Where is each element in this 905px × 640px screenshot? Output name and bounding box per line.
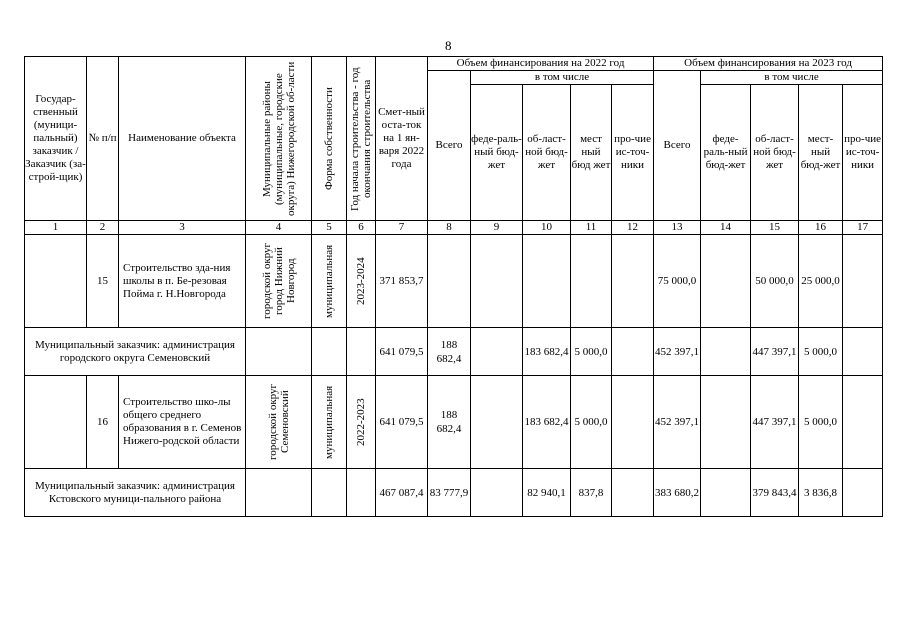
column-number: 7 bbox=[376, 221, 428, 235]
header-federal-2022: феде-раль-ный бюд-жет bbox=[471, 85, 523, 221]
header-customer: Государ-ственный (муници-пальный) заказчик / Заказчик (за-строй-щик) bbox=[25, 57, 87, 221]
cell-total-2023: 75 000,0 bbox=[654, 235, 701, 328]
cell-years bbox=[347, 469, 376, 517]
header-local-2023: мест-ный бюд-жет bbox=[799, 85, 843, 221]
header-estimated-balance: Смет-ный оста-ток на 1 ян-варя 2022 года bbox=[376, 57, 428, 221]
header-regional-2022: об-ласт-ной бюд-жет bbox=[523, 85, 571, 221]
column-number: 17 bbox=[843, 221, 883, 235]
cell-object-name: Строительство зда-ния школы в п. Бе-резовая Пойма г. Н.Новгорода bbox=[119, 235, 246, 328]
cell-district bbox=[246, 328, 312, 376]
header-including-2022: в том числе bbox=[471, 71, 654, 85]
column-number: 9 bbox=[471, 221, 523, 235]
cell-district: городской округ город Нижний Новгород bbox=[246, 235, 312, 328]
cell-other-2023 bbox=[843, 235, 883, 328]
column-number: 15 bbox=[751, 221, 799, 235]
header-ownership: Форма собственности bbox=[312, 57, 347, 221]
cell-local-2023: 25 000,0 bbox=[799, 235, 843, 328]
cell-customer-summary: Муниципальный заказчик: администрация Кстовского муници-пального района bbox=[25, 469, 246, 517]
cell-other-2022 bbox=[612, 235, 654, 328]
cell-local-2023: 5 000,0 bbox=[799, 328, 843, 376]
cell-regional-2022 bbox=[523, 235, 571, 328]
column-number: 6 bbox=[347, 221, 376, 235]
column-number: 4 bbox=[246, 221, 312, 235]
column-number: 1 bbox=[25, 221, 87, 235]
cell-other-2022 bbox=[612, 469, 654, 517]
header-including-2023: в том числе bbox=[701, 71, 883, 85]
cell-no: 15 bbox=[87, 235, 119, 328]
cell-local-2023: 5 000,0 bbox=[799, 376, 843, 469]
cell-regional-2023: 50 000,0 bbox=[751, 235, 799, 328]
cell-other-2022 bbox=[612, 328, 654, 376]
cell-ownership: муниципальная bbox=[312, 376, 347, 469]
cell-district: городской округ Семеновский bbox=[246, 376, 312, 469]
cell-customer bbox=[25, 235, 87, 328]
column-numbers-row bbox=[25, 221, 883, 235]
header-object-name: Наименование объекта bbox=[119, 57, 246, 221]
cell-federal-2022 bbox=[471, 376, 523, 469]
cell-years: 2022-2023 bbox=[347, 376, 376, 469]
cell-regional-2022: 183 682,4 bbox=[523, 328, 571, 376]
header-funding-2023: Объем финансирования на 2023 год bbox=[654, 57, 883, 71]
column-number: 10 bbox=[523, 221, 571, 235]
funding-table bbox=[24, 56, 883, 517]
cell-local-2022: 5 000,0 bbox=[571, 328, 612, 376]
cell-federal-2022 bbox=[471, 469, 523, 517]
cell-object-name: Строительство шко-лы общего среднего образования в г. Семенов Нижего-родской области bbox=[119, 376, 246, 469]
table-row-customer-kstovsky bbox=[25, 469, 883, 517]
cell-years: 2023-2024 bbox=[347, 235, 376, 328]
column-number: 14 bbox=[701, 221, 751, 235]
header-funding-2022: Объем финансирования на 2022 год bbox=[428, 57, 654, 71]
cell-other-2022 bbox=[612, 376, 654, 469]
cell-regional-2022: 82 940,1 bbox=[523, 469, 571, 517]
cell-customer bbox=[25, 376, 87, 469]
cell-total-2023: 383 680,2 bbox=[654, 469, 701, 517]
cell-federal-2023 bbox=[701, 469, 751, 517]
cell-no: 16 bbox=[87, 376, 119, 469]
column-number: 8 bbox=[428, 221, 471, 235]
cell-regional-2023: 447 397,1 bbox=[751, 328, 799, 376]
header-total-2022: Всего bbox=[428, 71, 471, 221]
header-districts: Муниципальные районы (муниципальные, городские округа) Нижегородской об-ласти bbox=[246, 57, 312, 221]
column-number: 2 bbox=[87, 221, 119, 235]
table-row-customer-semenovsky bbox=[25, 328, 883, 376]
header-years: Год начала строительства - год окончания строительства bbox=[347, 57, 376, 221]
cell-total-2022 bbox=[428, 235, 471, 328]
header-no: № п/п bbox=[87, 57, 119, 221]
cell-balance: 641 079,5 bbox=[376, 328, 428, 376]
column-number: 12 bbox=[612, 221, 654, 235]
cell-regional-2023: 447 397,1 bbox=[751, 376, 799, 469]
header-regional-2023: об-ласт-ной бюд-жет bbox=[751, 85, 799, 221]
table-row-object-15 bbox=[25, 235, 883, 328]
cell-customer-summary: Муниципальный заказчик: администрация городского округа Семеновский bbox=[25, 328, 246, 376]
cell-local-2023: 3 836,8 bbox=[799, 469, 843, 517]
column-number: 3 bbox=[119, 221, 246, 235]
cell-district bbox=[246, 469, 312, 517]
cell-balance: 467 087,4 bbox=[376, 469, 428, 517]
cell-federal-2023 bbox=[701, 235, 751, 328]
cell-local-2022: 837,8 bbox=[571, 469, 612, 517]
cell-other-2023 bbox=[843, 376, 883, 469]
table-row-object-16 bbox=[25, 376, 883, 469]
page-number: 8 bbox=[445, 38, 452, 53]
cell-total-2023: 452 397,1 bbox=[654, 376, 701, 469]
header-federal-2023: феде-раль-ный бюд-жет bbox=[701, 85, 751, 221]
cell-total-2022: 83 777,9 bbox=[428, 469, 471, 517]
cell-federal-2022 bbox=[471, 235, 523, 328]
cell-ownership: муниципальная bbox=[312, 235, 347, 328]
cell-balance: 641 079,5 bbox=[376, 376, 428, 469]
column-number: 13 bbox=[654, 221, 701, 235]
cell-total-2023: 452 397,1 bbox=[654, 328, 701, 376]
cell-federal-2023 bbox=[701, 376, 751, 469]
cell-federal-2023 bbox=[701, 328, 751, 376]
header-other-2023: про-чие ис-точ-ники bbox=[843, 85, 883, 221]
cell-total-2022: 188 682,4 bbox=[428, 376, 471, 469]
cell-local-2022: 5 000,0 bbox=[571, 376, 612, 469]
cell-regional-2023: 379 843,4 bbox=[751, 469, 799, 517]
header-local-2022: мест ный бюд жет bbox=[571, 85, 612, 221]
cell-federal-2022 bbox=[471, 328, 523, 376]
cell-total-2022: 188 682,4 bbox=[428, 328, 471, 376]
column-number: 16 bbox=[799, 221, 843, 235]
cell-regional-2022: 183 682,4 bbox=[523, 376, 571, 469]
cell-local-2022 bbox=[571, 235, 612, 328]
column-number: 11 bbox=[571, 221, 612, 235]
cell-ownership bbox=[312, 469, 347, 517]
header-total-2023: Всего bbox=[654, 71, 701, 221]
column-number: 5 bbox=[312, 221, 347, 235]
cell-other-2023 bbox=[843, 328, 883, 376]
header-other-2022: про-чие ис-точ-ники bbox=[612, 85, 654, 221]
cell-years bbox=[347, 328, 376, 376]
cell-ownership bbox=[312, 328, 347, 376]
cell-balance: 371 853,7 bbox=[376, 235, 428, 328]
cell-other-2023 bbox=[843, 469, 883, 517]
